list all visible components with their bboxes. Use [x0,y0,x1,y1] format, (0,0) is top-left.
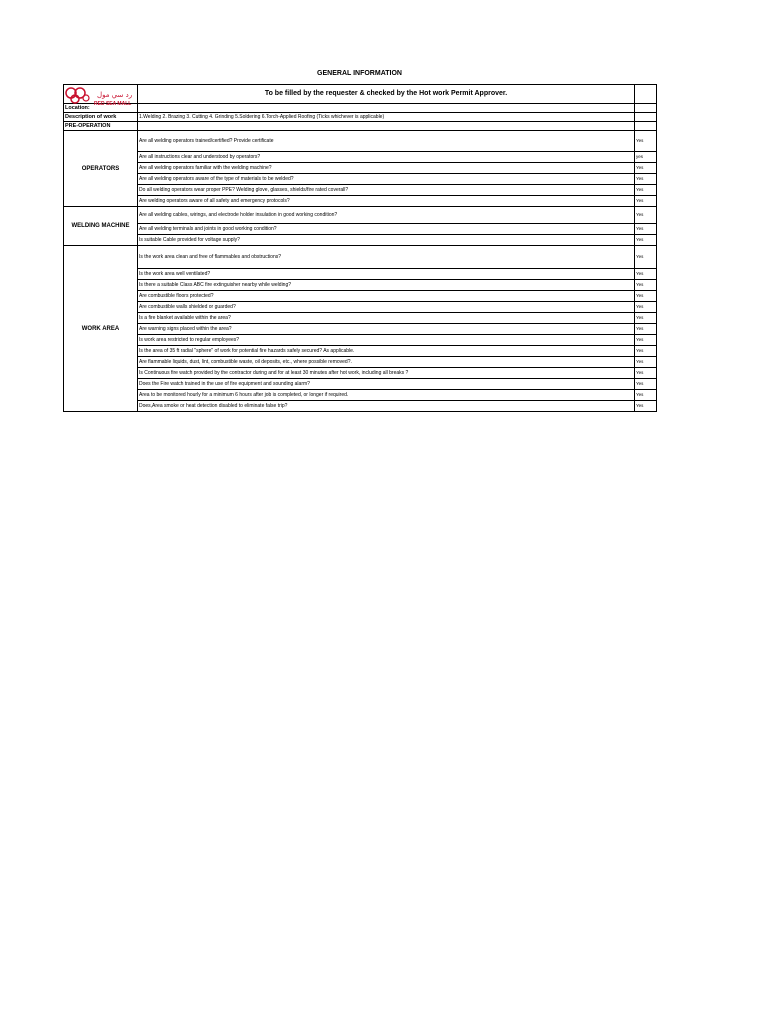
checklist-row [64,152,657,163]
checklist-row [64,196,657,207]
checklist-answer[interactable]: Yes [635,390,657,401]
checklist-answer[interactable]: yes [635,152,657,163]
logo-cell [64,85,138,107]
checklist-question: Is there a suitable Class ABC fire extinguisher nearby while welding? [138,280,635,291]
checklist-row [64,302,657,313]
header-empty-cell [635,85,657,104]
checklist-question: Do all welding operators wear proper PPE? Welding glove, glasses, shields/fire rated coverall? [138,185,635,196]
pre-operation-answer-empty [635,122,657,131]
checklist-row [64,335,657,346]
checklist-question: Does,Area smoke or heat detection disabled to eliminate false trip? [138,401,635,412]
logo-swirl-icon [64,85,94,105]
checklist-row [64,269,657,280]
instruction-header: To be filled by the requester & checked by the Hot work Permit Approver. [138,85,635,104]
checklist-row [64,174,657,185]
checklist-answer[interactable]: Yes [635,357,657,368]
checklist-answer[interactable]: Yes [635,185,657,196]
checklist-row [64,280,657,291]
checklist-row [64,291,657,302]
checklist-question: Are welding operators aware of all safety and emergency protocols? [138,196,635,207]
checklist-question: Is Continuous fire watch provided by the contractor during and for at least 30 minutes after hot work, including all breaks ? [138,368,635,379]
checklist-question: Is the work area clean and free of flammables and obstructions? [138,246,635,269]
checklist-question: Is a fire blanket available within the area? [138,313,635,324]
checklist-answer[interactable]: Yes [635,269,657,280]
checklist-answer[interactable]: Yes [635,224,657,235]
checklist-answer[interactable]: Yes [635,280,657,291]
checklist-question: Are flammable liquids, dust, lint, combustible waste, oil deposits, etc., where possible removed?. [138,357,635,368]
checklist-question: Is the area of 35 ft radial "sphere" of work for potential fire hazards safely secured? As applicable. [138,346,635,357]
logo-brand-text: RED SEA MALL [94,101,132,107]
location-answer-cell[interactable] [635,104,657,113]
location-label: Location: [64,104,138,113]
checklist-row [64,357,657,368]
checklist-question: Are all welding operators aware of the type of materials to be welded? [138,174,635,185]
description-label: Description of work [64,113,138,122]
checklist-answer[interactable]: Yes [635,346,657,357]
checklist-question: Are all welding terminals and joints in good working condition? [138,224,635,235]
checklist-question: Is work area restricted to regular employees? [138,335,635,346]
checklist-answer[interactable]: Yes [635,313,657,324]
checklist-question: Are combustible floors protected? [138,291,635,302]
red-sea-mall-logo [64,83,138,117]
checklist-answer[interactable]: Yes [635,368,657,379]
checklist-row [64,235,657,246]
checklist-row [64,313,657,324]
checklist-question: Are all welding operators trained/certified? Provide certificate [138,131,635,152]
pre-operation-label: PRE-OPERATION [64,122,138,131]
checklist-answer[interactable]: Yes [635,246,657,269]
checklist-row [64,207,657,224]
checklist-answer[interactable]: Yes [635,324,657,335]
checklist-answer[interactable]: Yes [635,196,657,207]
checklist-row [64,246,657,269]
checklist-row [64,224,657,235]
checklist-row [64,163,657,174]
pre-operation-empty [138,122,635,131]
checklist-question: Are all welding cables, wirings, and electrode holder insulation in good working condition? [138,207,635,224]
checklist-question: Is suitable Cable provided for voltage supply? [138,235,635,246]
permit-table [63,84,657,412]
section-label-operators: OPERATORS [64,131,138,207]
location-field[interactable] [138,104,635,113]
checklist-question: Are combustible walls shielded or guarded? [138,302,635,313]
checklist-question: Area to be monitored hourly for a minimum 6 hours after job is completed, or longer if required. [138,390,635,401]
description-answer-cell[interactable] [635,113,657,122]
checklist-row [64,185,657,196]
checklist-row [64,401,657,412]
checklist-row [64,346,657,357]
checklist-question: Are warning signs placed within the area? [138,324,635,335]
section-label-work-area: WORK AREA [64,246,138,412]
description-field[interactable]: 1.Welding 2. Brazing 3. Cutting 4. Grinding 5.Soldering 6.Torch-Applied Roofing (Ticks whichever is applicable) [138,113,635,122]
checklist-answer[interactable]: Yes [635,131,657,152]
checklist-row [64,368,657,379]
section-label-welding: WELDING MACHINE [64,207,138,246]
checklist-question: Are all welding operators familiar with the welding machine? [138,163,635,174]
checklist-answer[interactable]: Yes [635,291,657,302]
checklist-answer[interactable]: Yes [635,235,657,246]
checklist-row [64,131,657,152]
checklist-answer[interactable]: Yes [635,335,657,346]
checklist-answer[interactable]: Yes [635,401,657,412]
checklist-question: Does the Fire watch trained in the use of fire equipment and sounding alarm? [138,379,635,390]
checklist-question: Are all instructions clear and understood by operators? [138,152,635,163]
checklist-answer[interactable]: Yes [635,174,657,185]
checklist-answer[interactable]: Yes [635,379,657,390]
checklist-row [64,379,657,390]
checklist-question: Is the work area well ventilated? [138,269,635,280]
checklist-answer[interactable]: Yes [635,163,657,174]
checklist-answer[interactable]: Yes [635,207,657,224]
checklist-answer[interactable]: Yes [635,302,657,313]
page-title: GENERAL INFORMATION [317,70,402,77]
checklist-row [64,390,657,401]
logo-arabic-text: رد سي مول [97,91,133,99]
checklist-row [64,324,657,335]
